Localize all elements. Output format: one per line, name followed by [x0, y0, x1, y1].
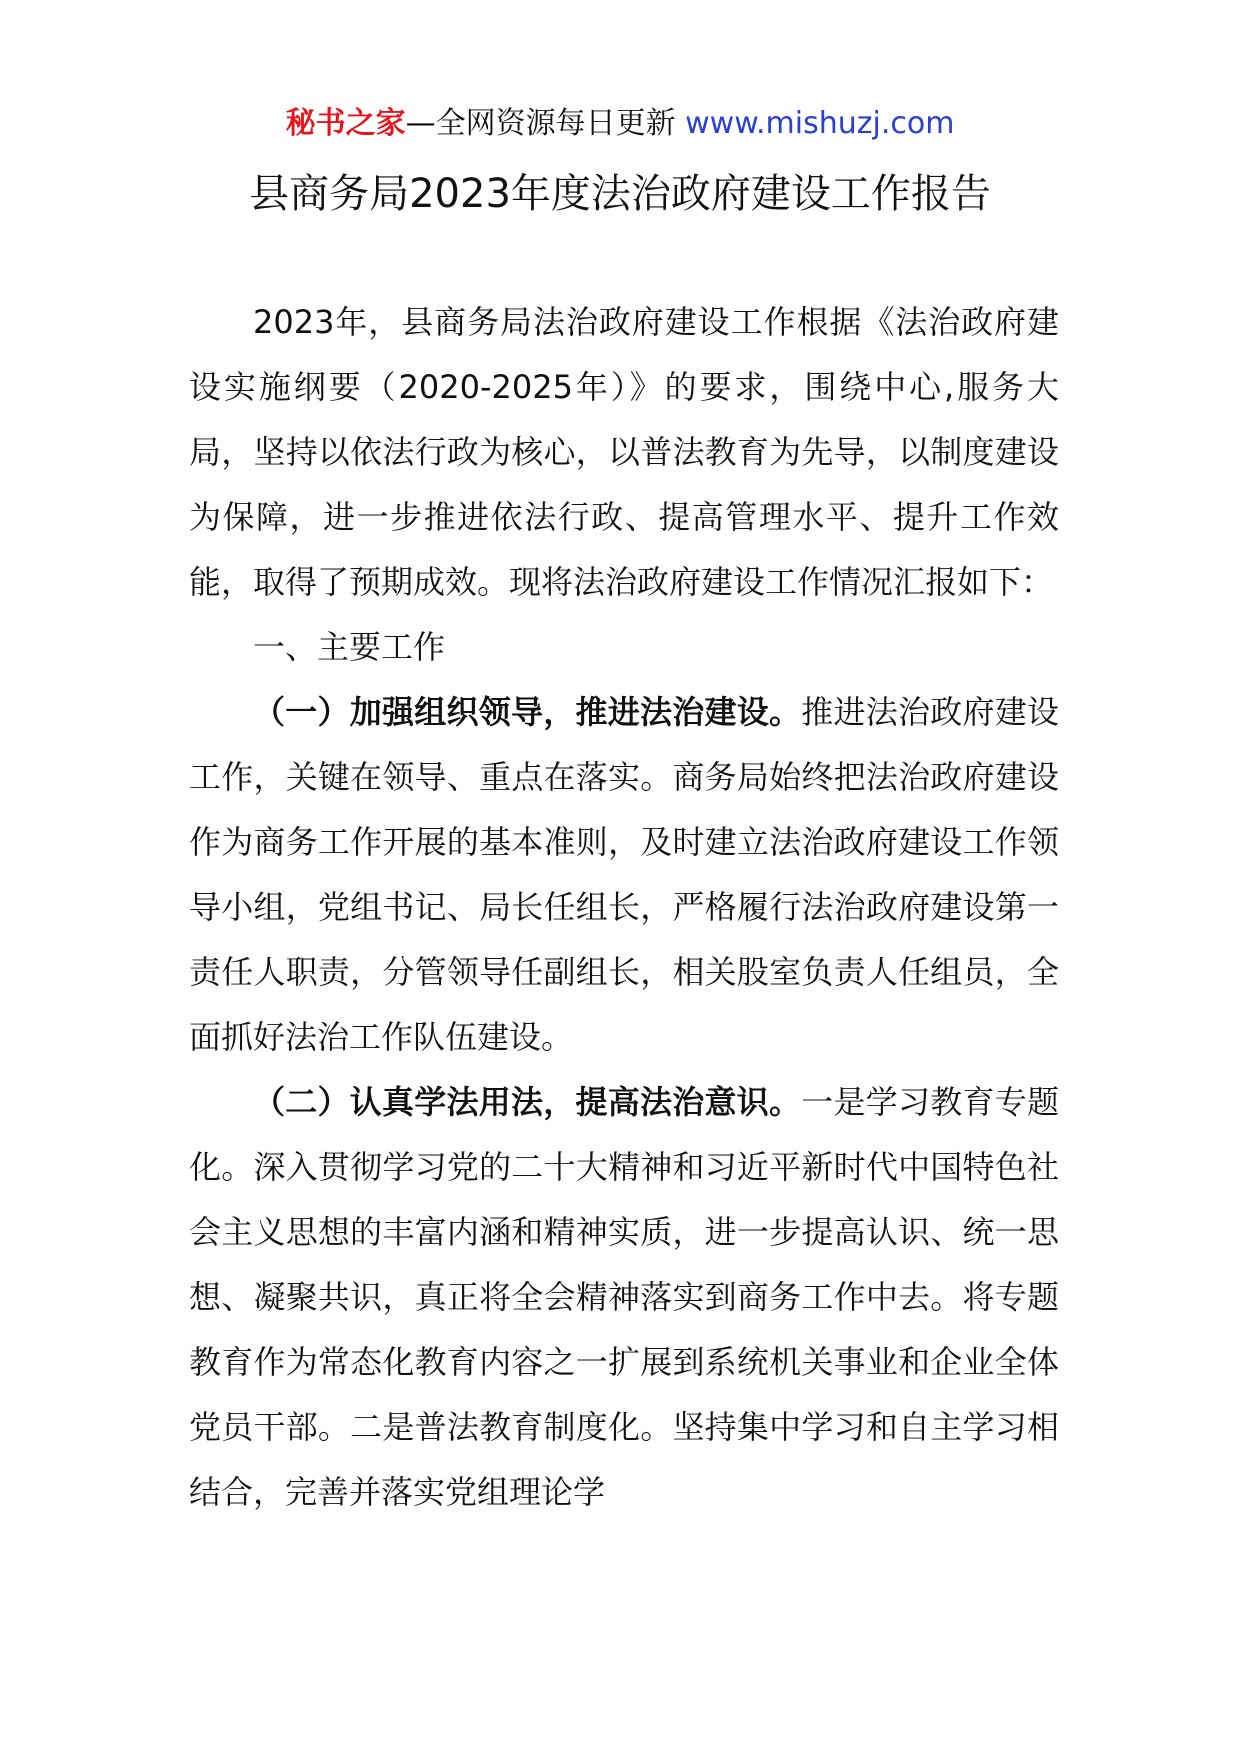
document-body: [189, 290, 1059, 1525]
document-title: 县商务局2023年度法治政府建设工作报告: [249, 171, 991, 217]
item-1-heading: （一）加强组织领导，推进法治建设。: [253, 693, 802, 731]
section-heading: 一、主要工作: [253, 628, 446, 666]
item-2-text: 一是学习教育专题化。深入贯彻学习党的二十大精神和习近平新时代中国特色社会主义思想的丰富内涵和精神实质，进一步提高认识、统一思想、凝聚共识，真正将全会精神落实到商务工作中去。将专题教育作为常态化教育内容之一扩展到系统机关事业和企业全体党员干部。二是普法教育制度化。坚持集中学习和自主学习相结合，完善并落实党组理论学: [189, 1083, 1059, 1511]
intro-paragraph: 2023年，县商务局法治政府建设工作根据《法治政府建设实施纲要（2020-2025年）》的要求，围绕中心,服务大局，坚持以依法行政为核心，以普法教育为先导，以制度建设为保障，进一步推进依法行政、提高管理水平、提升工作效能，取得了预期成效。现将法治政府建设工作情况汇报如下：: [189, 303, 1059, 601]
site-url: www.mishuzj.com: [685, 106, 955, 141]
item-2-heading: （二）认真学法用法，提高法治意识。: [253, 1083, 802, 1121]
item-2-paragraph: [189, 1070, 1059, 1525]
brand-name: 秘书之家: [285, 106, 406, 141]
item-1-paragraph: [189, 680, 1059, 1070]
item-1-text: 推进法治政府建设工作，关键在领导、重点在落实。商务局始终把法治政府建设作为商务工作开展的基本准则，及时建立法治政府建设工作领导小组，党组书记、局长任组长，严格履行法治政府建设第一责任人职责，分管领导任副组长，相关股室负责人任组员，全面抓好法治工作队伍建设。: [189, 693, 1059, 1056]
header-tagline: —全网资源每日更新: [405, 106, 686, 141]
watermark-header: [0, 104, 1240, 144]
